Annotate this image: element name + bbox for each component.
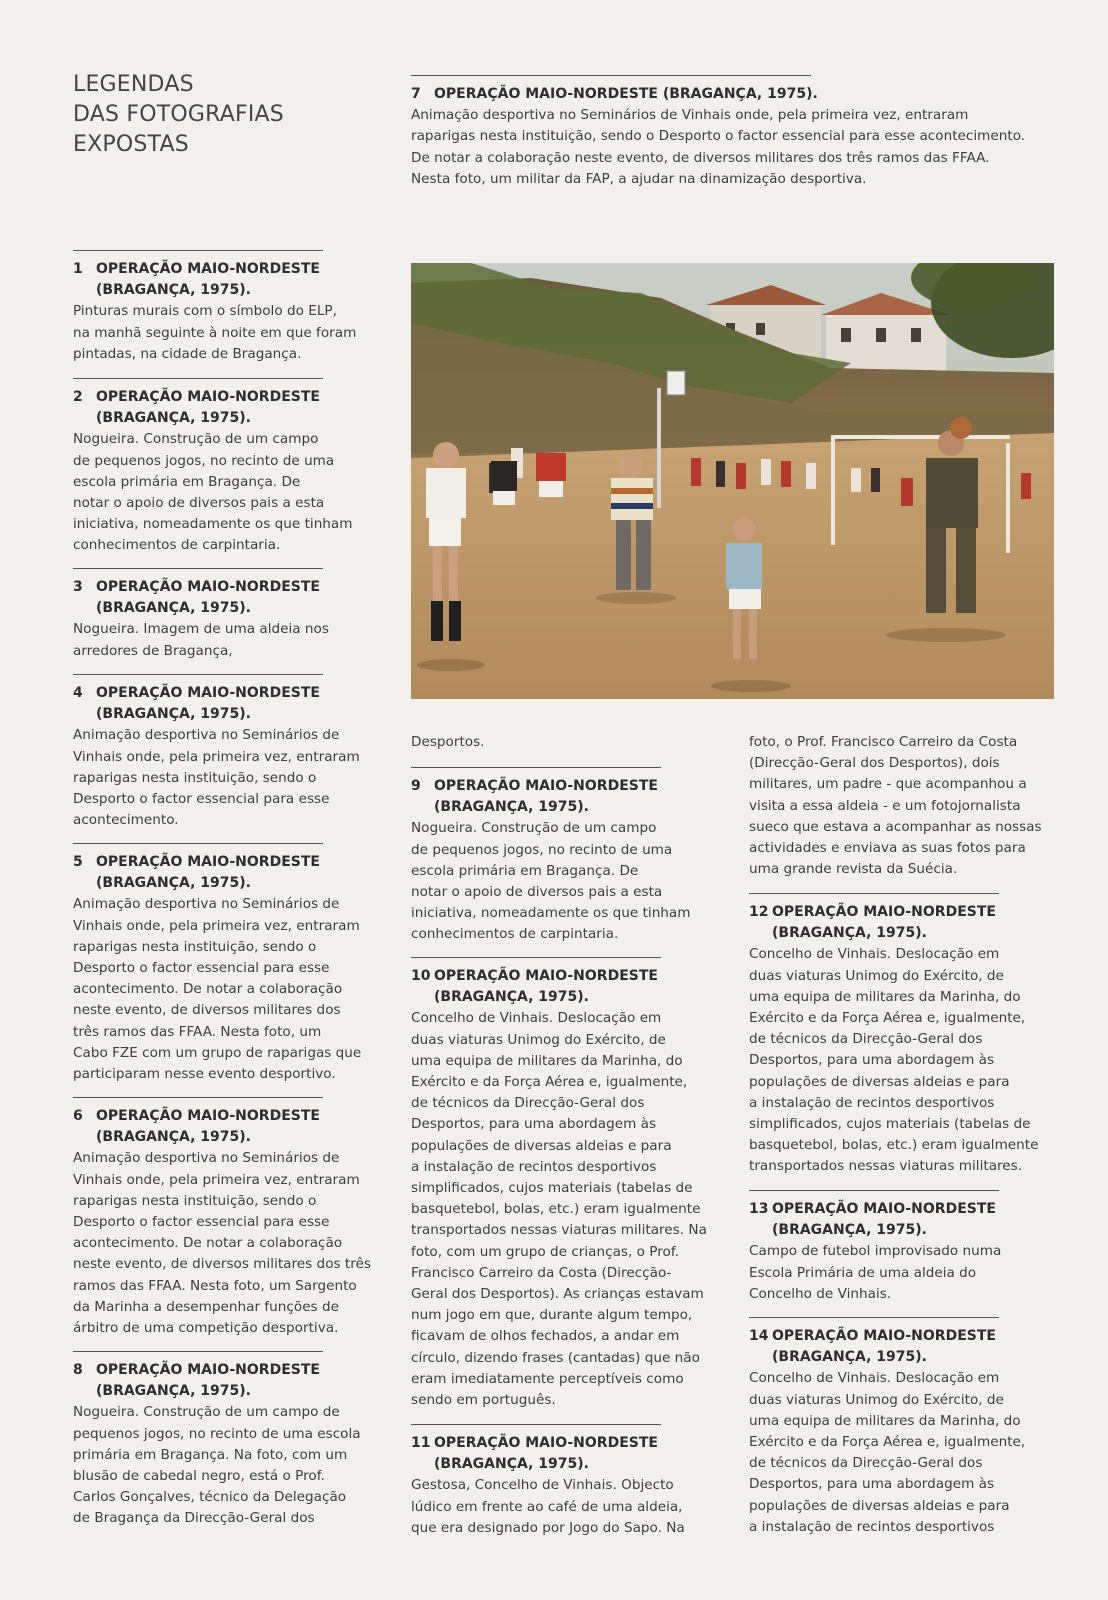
caption-3	[73, 568, 383, 662]
caption-body: Nogueira. Construção de um campo de pequenos jogos, no recinto de uma escola primária em Bragança. Na foto, com um blusão de cabedal negro, está o Prof. Carlos Gonçalves, técnico da Delegação de Bragança da Direcção-Geral dos	[73, 1404, 361, 1527]
caption-heading	[411, 776, 731, 818]
caption-number: 2	[73, 389, 83, 405]
caption-heading-line: (BRAGANÇA, 1975).	[772, 1222, 927, 1239]
caption-4	[73, 674, 383, 831]
caption-divider	[411, 957, 661, 958]
caption-body: Concelho de Vinhais. Deslocação em duas viaturas Unimog do Exército, de uma equipa de militares da Marinha, do Exército e da Força Aérea e, igualmente, de técnicos da Direcção-Geral dos Desportos, para uma abordagem às populações de diversas aldeias e para a instalação de recintos desportivos	[749, 1370, 1026, 1535]
photo-sports-field	[411, 263, 1054, 699]
caption-heading-line: (BRAGANÇA, 1975).	[96, 1129, 251, 1146]
caption-divider	[411, 75, 811, 76]
caption-divider	[73, 1351, 323, 1352]
caption-12	[749, 893, 1079, 1178]
caption-body: Concelho de Vinhais. Deslocação em duas viaturas Unimog do Exército, de uma equipa de militares da Marinha, do Exército e da Força Aérea e, igualmente, de técnicos da Direcção-Geral dos Desportos, para uma abordagem às populações de diversas aldeias e para a instalação de recintos desportivos simplificados, cujos materiais (tabelas de basquetebol, bolas, etc.) eram igualmente transportados nessas viaturas militares. Na foto, com um grupo de crianças, o Prof. Francisco Carreiro da Costa (Direcção- Geral dos Desportos). As crianças estavam num jogo em que, durante algum tempo, ficavam de olhos fechados, a andar em círculo, dizendo frases (cantadas) que não eram imediatamente perceptíveis como sendo em português.	[411, 1010, 707, 1409]
caption-heading	[749, 1326, 1079, 1368]
caption-2	[73, 378, 383, 557]
caption-number: 7	[411, 86, 421, 102]
caption-heading-line: OPERAÇÃO MAIO-NORDESTE	[772, 1328, 996, 1344]
caption-divider	[73, 378, 323, 379]
page-title-line: DAS FOTOGRAFIAS	[73, 102, 284, 127]
caption-heading-line: (BRAGANÇA, 1975).	[96, 410, 251, 427]
page-title-line: LEGENDAS	[73, 72, 194, 97]
caption-heading-line: OPERAÇÃO MAIO-NORDESTE (BRAGANÇA, 1975).	[434, 86, 818, 102]
caption-number: 14	[749, 1328, 769, 1344]
caption-number: 3	[73, 579, 83, 595]
caption-heading	[411, 84, 1061, 105]
caption-number: 13	[749, 1201, 769, 1217]
caption-body: Nogueira. Construção de um campo de pequenos jogos, no recinto de uma escola primária em Bragança. De notar o apoio de diversos pais a esta iniciativa, nomeadamente os que tinham conhecimentos de carpintaria.	[411, 820, 691, 943]
caption-heading	[73, 1360, 383, 1402]
caption-divider	[749, 1317, 999, 1318]
caption-heading-line: OPERAÇÃO MAIO-NORDESTE	[434, 778, 658, 794]
caption-heading	[73, 387, 383, 429]
caption-number: 12	[749, 904, 769, 920]
caption-heading	[749, 902, 1079, 944]
caption-divider	[411, 767, 661, 768]
page-title-line: EXPOSTAS	[73, 132, 189, 157]
caption-9	[411, 767, 731, 946]
caption-heading-line: OPERAÇÃO MAIO-NORDESTE	[96, 389, 320, 405]
caption-heading	[73, 577, 383, 619]
caption-heading	[73, 683, 383, 725]
caption-heading-line: OPERAÇÃO MAIO-NORDESTE	[434, 968, 658, 984]
caption-body: Campo de futebol improvisado numa Escola Primária de uma aldeia do Concelho de Vinhais.	[749, 1243, 1002, 1302]
caption-8	[73, 1351, 383, 1530]
caption-11	[411, 1424, 731, 1539]
caption-body: Animação desportiva no Seminários de Vinhais onde, pela primeira vez, entraram raparigas nesta instituição, sendo o Desporto o factor essencial para esse acontecimento. De notar a colaboração neste evento, de diversos militares dos três ramos das FFAA. Nesta foto, um militar da FAP, a ajudar na dinamização desportiva.	[411, 107, 1026, 187]
caption-11-continuation: foto, o Prof. Francisco Carreiro da Costa (Direcção-Geral dos Desportos), dois militares, um padre - que acompanhou a visita a essa aldeia - e um fotojornalista sueco que estava a acompanhar as nossas actividades e enviava as suas fotos para uma grande revista da Suécia.	[749, 734, 1042, 878]
caption-body: Nogueira. Imagem de uma aldeia nos arredores de Bragança,	[73, 621, 329, 659]
caption-divider	[73, 250, 323, 251]
caption-heading	[411, 966, 731, 1008]
caption-divider	[749, 893, 999, 894]
caption-number: 5	[73, 854, 83, 870]
caption-6	[73, 1097, 383, 1339]
caption-5	[73, 843, 383, 1085]
caption-divider	[73, 843, 323, 844]
caption-heading-line: (BRAGANÇA, 1975).	[434, 1456, 589, 1473]
caption-body: Animação desportiva no Seminários de Vinhais onde, pela primeira vez, entraram raparigas nesta instituição, sendo o Desporto o factor essencial para esse acontecimento. De notar a colaboração neste evento, de diversos militares dos três ramos das FFAA. Nesta foto, um Sargento da Marinha a desempenhar funções de árbitro de uma competição desportiva.	[73, 1150, 371, 1337]
caption-body: Nogueira. Construção de um campo de pequenos jogos, no recinto de uma escola primária em Bragança. De notar o apoio de diversos pais a esta iniciativa, nomeadamente os que tinham conhecimentos de carpintaria.	[73, 431, 353, 554]
caption-heading-line: (BRAGANÇA, 1975).	[772, 925, 927, 942]
caption-heading-line: OPERAÇÃO MAIO-NORDESTE	[96, 579, 320, 595]
caption-heading	[73, 1106, 383, 1148]
caption-heading-line: OPERAÇÃO MAIO-NORDESTE	[772, 904, 996, 920]
caption-heading-line: (BRAGANÇA, 1975).	[772, 1349, 927, 1366]
caption-heading	[73, 852, 383, 894]
caption-heading	[73, 259, 383, 301]
caption-heading-line: (BRAGANÇA, 1975).	[434, 989, 589, 1006]
caption-heading-line: OPERAÇÃO MAIO-NORDESTE	[96, 1108, 320, 1124]
caption-number: 11	[411, 1435, 431, 1451]
caption-14	[749, 1317, 1079, 1538]
caption-heading-line: (BRAGANÇA, 1975).	[96, 1383, 251, 1400]
caption-divider	[73, 568, 323, 569]
caption-number: 8	[73, 1362, 83, 1378]
caption-body: Concelho de Vinhais. Deslocação em duas viaturas Unimog do Exército, de uma equipa de militares da Marinha, do Exército e da Força Aérea e, igualmente, de técnicos da Direcção-Geral dos Desportos, para uma abordagem às populações de diversas aldeias e para a instalação de recintos desportivos simplificados, cujos materiais (tabelas de basquetebol, bolas, etc.) eram igualmente transportados nessas viaturas militares.	[749, 946, 1039, 1175]
caption-heading-line: OPERAÇÃO MAIO-NORDESTE	[434, 1435, 658, 1451]
caption-heading	[749, 1199, 1079, 1241]
caption-body: Animação desportiva no Seminários de Vinhais onde, pela primeira vez, entraram raparigas nesta instituição, sendo o Desporto o factor essencial para esse acontecimento.	[73, 727, 360, 829]
caption-heading-line: (BRAGANÇA, 1975).	[434, 799, 589, 816]
caption-divider	[411, 1424, 661, 1425]
caption-heading	[411, 1433, 731, 1475]
caption-number: 9	[411, 778, 421, 794]
caption-10	[411, 957, 731, 1411]
caption-divider	[73, 674, 323, 675]
caption-heading-line: OPERAÇÃO MAIO-NORDESTE	[772, 1201, 996, 1217]
caption-13	[749, 1190, 1079, 1305]
caption-heading-line: OPERAÇÃO MAIO-NORDESTE	[96, 1362, 320, 1378]
caption-heading-line: OPERAÇÃO MAIO-NORDESTE	[96, 685, 320, 701]
caption-number: 10	[411, 968, 431, 984]
page-title	[73, 70, 373, 160]
caption-heading-line: OPERAÇÃO MAIO-NORDESTE	[96, 854, 320, 870]
caption-heading-line: (BRAGANÇA, 1975).	[96, 282, 251, 299]
caption-heading-line: (BRAGANÇA, 1975).	[96, 600, 251, 617]
caption-heading-line: (BRAGANÇA, 1975).	[96, 875, 251, 892]
caption-1	[73, 250, 383, 365]
caption-body: Pinturas murais com o símbolo do ELP, na manhã seguinte à noite em que foram pintadas, na cidade de Bragança.	[73, 303, 357, 362]
exhibition-photo	[411, 263, 1054, 699]
caption-number: 4	[73, 685, 83, 701]
caption-heading-line: OPERAÇÃO MAIO-NORDESTE	[96, 261, 320, 277]
caption-divider	[749, 1190, 999, 1191]
caption-number: 6	[73, 1108, 83, 1124]
caption-divider	[73, 1097, 323, 1098]
caption-body: Animação desportiva no Seminários de Vinhais onde, pela primeira vez, entraram raparigas nesta instituição, sendo o Desporto o factor essencial para esse acontecimento. De notar a colaboração neste evento, de diversos militares dos três ramos das FFAA. Nesta foto, um Cabo FZE com um grupo de raparigas que participaram nesse evento desportivo.	[73, 896, 362, 1083]
caption-body: Gestosa, Concelho de Vinhais. Objecto lúdico em frente ao café de uma aldeia, que era designado por Jogo do Sapo. Na	[411, 1477, 685, 1536]
caption-8-continuation: Desportos.	[411, 734, 485, 750]
caption-heading-line: (BRAGANÇA, 1975).	[96, 706, 251, 723]
caption-7	[411, 75, 1061, 190]
caption-number: 1	[73, 261, 83, 277]
